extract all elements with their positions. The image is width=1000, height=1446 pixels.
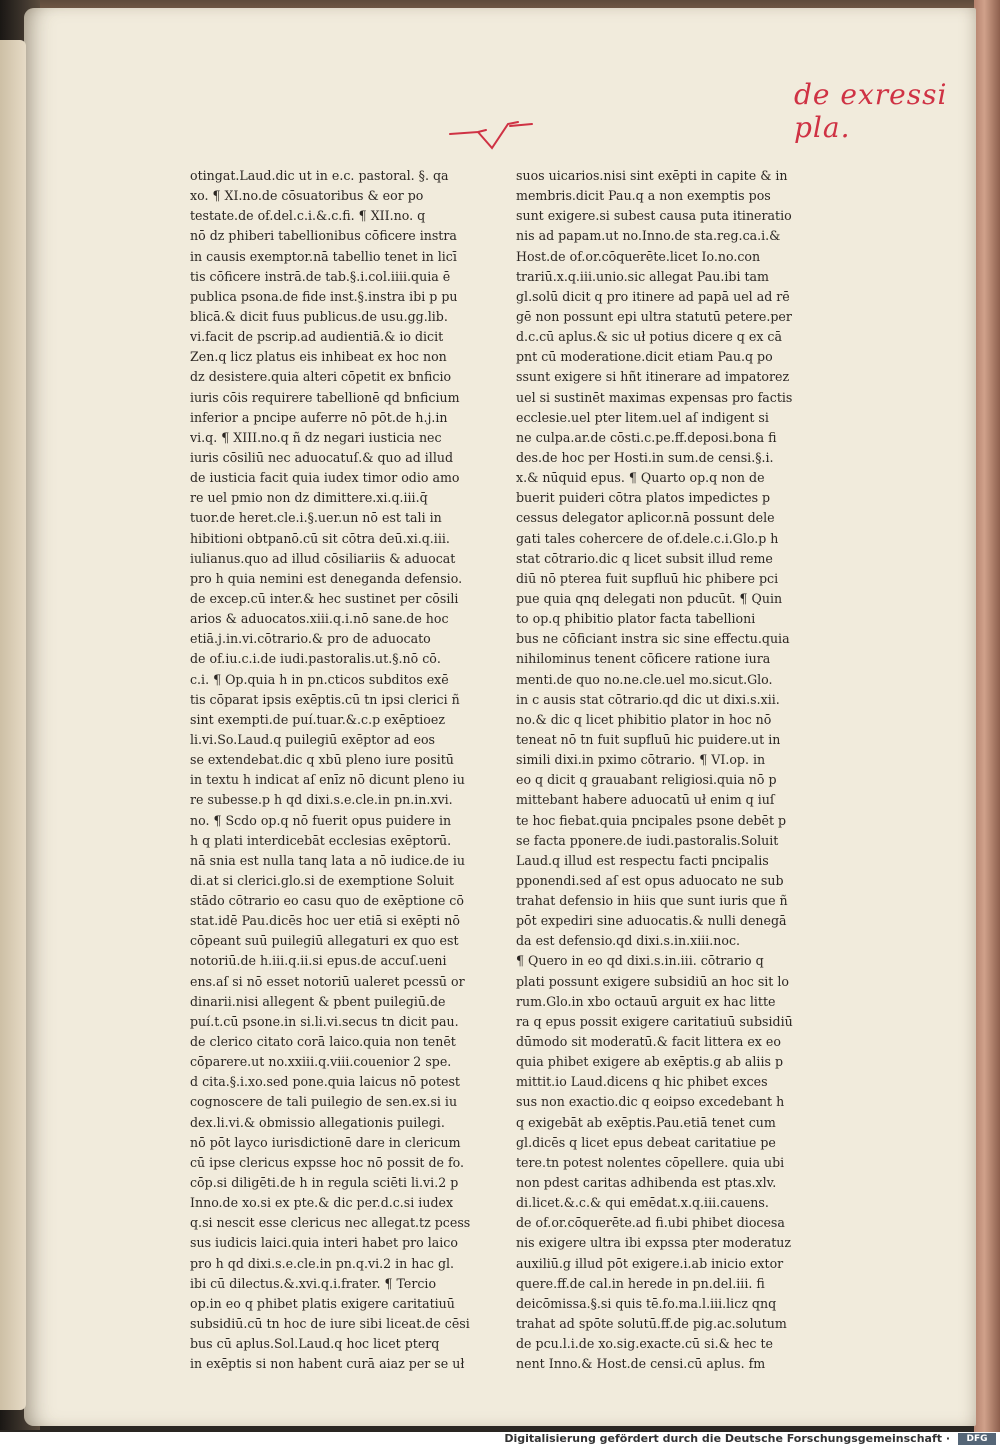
text-line: trahat ad spōte solutū.ff.de pig.ac.solutum bbox=[516, 1316, 787, 1332]
text-line: ecclesie.uel pter litem.uel aſ indigent si bbox=[516, 409, 769, 425]
text-line: membris.dicit Pau.q a non exemptis pos bbox=[516, 188, 771, 204]
text-line: da est defensio.qd dixi.s.in.xiii.noc. bbox=[516, 933, 741, 949]
text-line: x.& nūquid epus. ¶ Quarto op.q non de bbox=[516, 470, 765, 486]
text-line: bus cū aplus.Sol.Laud.q hoc licet pterq bbox=[190, 1336, 440, 1352]
text-line: nihilominus tenent cōficere ratione iura bbox=[516, 651, 771, 667]
text-line: etiā.j.in.vi.cōtrario.& pro de aduocato bbox=[190, 631, 431, 647]
book-page bbox=[24, 8, 976, 1426]
red-head-letter-mark bbox=[448, 118, 534, 152]
text-column-left bbox=[190, 166, 510, 1374]
text-line: Laud.q illud est respectu facti pncipalis bbox=[516, 852, 769, 868]
text-line: nō dz phiberi tabellionibus cōficere instra bbox=[190, 228, 457, 244]
text-line: ssunt exigere si hñt itinerare ad impatorez bbox=[516, 369, 790, 385]
text-line: iuris cōsiliū nec aduocatuſ.& quo ad illud bbox=[190, 449, 454, 465]
text-line: re subesse.p h qd dixi.s.e.cle.in pn.in.xvi. bbox=[190, 792, 453, 808]
text-line: gē non possunt epi ultra statutū petere.per bbox=[516, 308, 792, 324]
text-line: cessus delegator aplicor.nā possunt dele bbox=[516, 510, 775, 526]
text-line: pōt expediri sine aduocatis.& nulli denegā bbox=[516, 913, 787, 929]
text-line: sunt exigere.si subest causa puta itineratio bbox=[516, 208, 792, 224]
text-line: ¶ Quero in eo qd dixi.s.in.iii. cōtrario q bbox=[516, 953, 764, 969]
text-line: ibi cū dilectus.&.xvi.q.i.frater. ¶ Tercio bbox=[190, 1275, 437, 1291]
marginal-note: de exressi pla. bbox=[794, 78, 948, 144]
text-line: nis ad papam.ut no.Inno.de sta.reg.ca.i.& bbox=[516, 228, 781, 244]
text-line: deicōmissa.§.si quis tē.fo.ma.l.iii.licz qnq bbox=[516, 1295, 777, 1311]
text-line: li.vi.So.Laud.q puilegiū exēptor ad eos bbox=[190, 731, 435, 747]
text-line: gl.dicēs q licet epus debeat caritatiue pe bbox=[516, 1134, 776, 1150]
text-line: teneat nō tn fuit supfluū hic puidere.ut in bbox=[516, 731, 781, 747]
footer-credit: Digitalisierung gefördert durch die Deutsche Forschungsgemeinschaft · bbox=[504, 1432, 950, 1445]
text-line: c.i. ¶ Op.quia h in pn.cticos subditos exē bbox=[190, 671, 449, 687]
text-line: no.& dic q licet phibitio plator in hoc nō bbox=[516, 711, 772, 727]
text-line: q exigebāt ab exēptis.Pau.etiā tenet cum bbox=[516, 1114, 776, 1130]
text-line: in exēptis si non habent curā aiaz per se uł bbox=[190, 1356, 465, 1372]
text-line: tis cōficere instrā.de tab.§.i.col.iiii.quia ē bbox=[190, 268, 451, 284]
text-line: nent Inno.& Host.de censi.cū aplus. fm bbox=[516, 1356, 766, 1372]
text-line: buerit puideri cōtra platos impedictes p bbox=[516, 490, 771, 506]
text-line: nō pōt layco iurisdictionē dare in clericum bbox=[190, 1134, 461, 1150]
text-line: non pdest caritas adhibenda est ptas.xlv. bbox=[516, 1175, 777, 1191]
text-line: quere.ff.de cal.in herede in pn.del.iii. fi bbox=[516, 1275, 765, 1291]
text-line: rum.Glo.in xbo octauū arguit ex hac litte bbox=[516, 993, 776, 1009]
text-line: ra q epus possit exigere caritatiuū subsidiū bbox=[516, 1013, 793, 1029]
text-line: re uel pmio non dz dimittere.xi.q.iii.q̄ bbox=[190, 490, 428, 506]
text-line: vi.q. ¶ XIII.no.q ñ dz negari iusticia nec bbox=[190, 429, 442, 445]
text-line: notoriū.de h.iii.q.ii.si epus.de accuſ.ueni bbox=[190, 953, 447, 969]
text-line: sint exempti.de puí.tuar.&.c.p exēptioez bbox=[190, 711, 445, 727]
page-edge-right bbox=[974, 0, 1000, 1432]
footer-bar bbox=[0, 1432, 1000, 1446]
text-line: trariū.x.q.iii.unio.sic allegat Pau.ibi tam bbox=[516, 268, 769, 284]
text-line: trahat defensio in hiis que sunt iuris que ñ bbox=[516, 893, 788, 909]
text-line: iuris cōis requirere tabellionē qd bnficium bbox=[190, 389, 460, 405]
text-line: testate.de of.del.c.i.&.c.fi. ¶ XII.no. q bbox=[190, 208, 426, 224]
text-line: eo q dicit q grauabant religiosi.quia nō p bbox=[516, 772, 777, 788]
text-line: de pcu.l.i.de xo.sig.exacte.cū si.& hec te bbox=[516, 1336, 773, 1352]
text-line: pnt cū moderatione.dicit etiam Pau.q po bbox=[516, 349, 773, 365]
text-line: uel si sustinēt maximas expensas pro factis bbox=[516, 389, 793, 405]
text-line: nis exigere ultra ibi expssa pter moderatuz bbox=[516, 1235, 792, 1251]
text-line: dz desistere.quia alteri cōpetit ex bnficio bbox=[190, 369, 452, 385]
text-line: xo. ¶ XI.no.de cōsuatoribus & eor po bbox=[190, 188, 424, 204]
text-line: hibitioni obtpanō.cū sit cōtra deū.xi.q.iii. bbox=[190, 530, 450, 546]
text-line: se extendebat.dic q xbū pleno iure positū bbox=[190, 752, 454, 768]
text-line: tuor.de heret.cle.i.§.uer.un nō est tali in bbox=[190, 510, 442, 526]
text-line: Zen.q licz platus eis inhibeat ex hoc non bbox=[190, 349, 447, 365]
text-line: pue quia qnq delegati non pducūt. ¶ Quin bbox=[516, 590, 783, 606]
text-line: d cita.§.i.xo.sed pone.quia laicus nō potest bbox=[190, 1074, 460, 1090]
text-line: ne culpa.ar.de cōsti.c.pe.ff.deposi.bona fi bbox=[516, 429, 777, 445]
text-line: dex.li.vi.& obmissio allegationis puilegi. bbox=[190, 1114, 445, 1130]
text-line: puí.t.cū psone.in si.li.vi.secus tn dicit pau. bbox=[190, 1013, 459, 1029]
text-line: de excep.cū inter.& hec sustinet per cōsili bbox=[190, 590, 459, 606]
text-line: Inno.de xo.si ex pte.& dic per.d.c.si iudex bbox=[190, 1195, 454, 1211]
text-line: pro h quia nemini est deneganda defensio. bbox=[190, 570, 463, 586]
text-line: menti.de quo no.ne.cle.uel mo.sicut.Glo. bbox=[516, 671, 773, 687]
text-line: vi.facit de pscrip.ad audientiā.& io dicit bbox=[190, 329, 444, 345]
text-line: de iusticia facit quia iudex timor odio amo bbox=[190, 470, 460, 486]
text-line: gati tales cohercere de of.dele.c.i.Glo.p h bbox=[516, 530, 779, 546]
text-line: di.licet.&.c.& qui emēdat.x.q.iii.cauens. bbox=[516, 1195, 769, 1211]
text-line: sus non exactio.dic q eoipso excedebant h bbox=[516, 1094, 785, 1110]
text-line: cognoscere de tali puilegio de sen.ex.si iu bbox=[190, 1094, 458, 1110]
text-line: h q plati interdicebāt ecclesias exēptorū. bbox=[190, 832, 452, 848]
text-line: otingat.Laud.dic ut in e.c. pastoral. §. qa bbox=[190, 168, 449, 183]
text-line: tis cōparat ipsis exēptis.cū tn ipsi clerici ñ bbox=[190, 691, 460, 707]
text-line: pro h qd dixi.s.e.cle.in pn.q.vi.2 in hac gl. bbox=[190, 1255, 455, 1271]
text-line: quia phibet exigere ab exēptis.g ab aliis p bbox=[516, 1054, 784, 1070]
text-line: in textu h indicat aſ enīz nō dicunt pleno iu bbox=[190, 772, 465, 788]
text-line: subsidiū.cū tn hoc de iure sibi liceat.de cēsi bbox=[190, 1316, 470, 1332]
text-line: in causis exemptor.nā tabellio tenet in licī bbox=[190, 248, 457, 264]
text-line: d.c.cū aplus.& sic uł potius dicere q ex cā bbox=[516, 329, 782, 345]
text-line: auxiliū.g illud pōt exigere.i.ab inicio extor bbox=[516, 1255, 784, 1271]
text-line: simili dixi.in pximo cōtrario. ¶ VI.op. in bbox=[516, 752, 766, 768]
text-line: de of.iu.c.i.de iudi.pastoralis.ut.§.nō cō. bbox=[190, 651, 441, 667]
text-line: diū nō pterea fuit supfluū hic phibere pci bbox=[516, 570, 779, 586]
text-line: plati possunt exigere subsidiū an hoc sit lo bbox=[516, 973, 789, 989]
text-line: tere.tn potest nolentes cōpellere. quia ubi bbox=[516, 1154, 785, 1170]
text-line: blicā.& dicit fuus publicus.de usu.gg.lib. bbox=[190, 308, 448, 324]
text-line: se facta pponere.de iudi.pastoralis.Soluit bbox=[516, 832, 779, 848]
text-line: des.de hoc per Hosti.in sum.de censi.§.i. bbox=[516, 449, 774, 465]
text-line: to op.q phibitio plator facta tabellioni bbox=[516, 611, 756, 627]
text-line: op.in eo q phibet platis exigere caritatiuū bbox=[190, 1295, 455, 1311]
text-line: in c ausis stat cōtrario.qd dic ut dixi.s.xii. bbox=[516, 691, 780, 707]
text-line: suos uicarios.nisi sint exēpti in capite & in bbox=[516, 168, 788, 183]
text-line: gl.solū dicit q pro itinere ad papā uel ad rē bbox=[516, 288, 790, 304]
text-line: q.si nescit esse clericus nec allegat.tz pcess bbox=[190, 1215, 471, 1231]
text-line: cōpeant suū puilegiū allegaturi ex quo est bbox=[190, 933, 459, 949]
text-line: iulianus.quo ad illud cōsiliariis & aduocat bbox=[190, 550, 456, 566]
text-line: sus iudicis laici.quia interi habet pro laico bbox=[190, 1235, 458, 1251]
text-line: de clerico citato corā laico.quia non tenēt bbox=[190, 1034, 456, 1050]
dfg-logo: DFG bbox=[958, 1433, 996, 1445]
text-line: di.at si clerici.glo.si de exemptione Soluit bbox=[190, 872, 454, 888]
text-line: bus ne cōficiant instra sic sine effectu.quia bbox=[516, 631, 790, 647]
text-line: ens.aſ si nō esset notoriū ualeret pcessū or bbox=[190, 973, 465, 989]
text-line: Host.de of.or.cōquerēte.licet Io.no.con bbox=[516, 248, 761, 264]
text-line: dinarii.nisi allegent & pbent puilegiū.de bbox=[190, 993, 446, 1009]
text-line: nā snia est nulla tanq lata a nō iudice.de iu bbox=[190, 852, 465, 868]
text-line: pponendi.sed aſ est opus aduocato ne sub bbox=[516, 872, 784, 888]
text-line: inferior a pncipe auferre nō pōt.de h.j.in bbox=[190, 409, 448, 425]
text-line: mittebant habere aduocatū uł enim q iuſ bbox=[516, 792, 775, 808]
text-line: no. ¶ Scdo op.q nō fuerit opus puidere in bbox=[190, 812, 452, 828]
text-line: mittit.io Laud.dicens q hic phibet exces bbox=[516, 1074, 768, 1090]
text-line: de of.or.cōquerēte.ad fi.ubi phibet diocesa bbox=[516, 1215, 785, 1231]
text-line: stat cōtrario.dic q licet subsit illud reme bbox=[516, 550, 773, 566]
text-line: cōp.si diligēti.de h in regula sciēti li.vi.2 p bbox=[190, 1175, 459, 1191]
text-line: te hoc fiebat.quia pncipales psone debēt p bbox=[516, 812, 787, 828]
text-line: stat.idē Pau.dicēs hoc uer etiā si exēpti nō bbox=[190, 913, 460, 929]
facing-page-edge bbox=[0, 40, 26, 1410]
text-column-right bbox=[516, 166, 794, 1374]
text-line: cōparere.ut no.xxiii.q.viii.couenior 2 spe. bbox=[190, 1054, 452, 1070]
text-line: arios & aduocatos.xiii.q.i.nō sane.de hoc bbox=[190, 611, 449, 627]
text-line: publica psona.de fide inst.§.instra ibi p pu bbox=[190, 288, 458, 304]
text-line: cū ipse clericus expsse hoc nō possit de fo. bbox=[190, 1154, 465, 1170]
text-line: stādo cōtrario eo casu quo de exēptione cō bbox=[190, 893, 464, 909]
text-line: dūmodo sit moderatū.& facit littera ex eo bbox=[516, 1034, 781, 1050]
